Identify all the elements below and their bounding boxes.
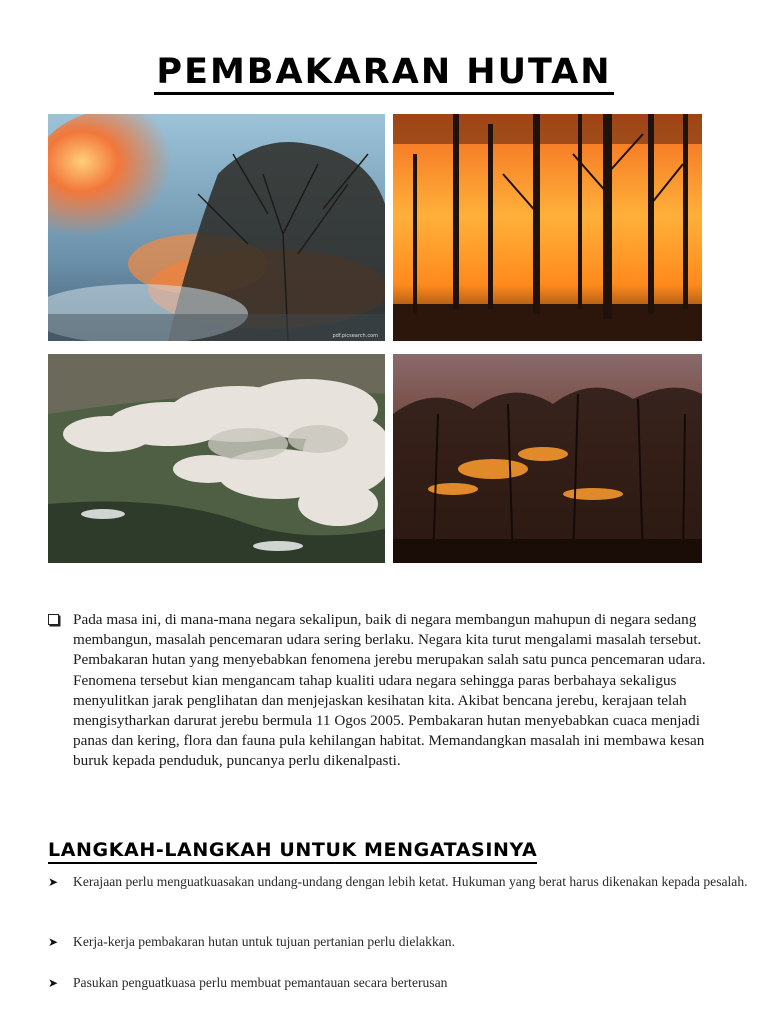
arrow-bullet-icon: ➤ — [48, 976, 59, 990]
list-item — [48, 872, 753, 892]
bushfire-smoke-photo — [48, 114, 385, 341]
intro-text: Pada masa ini, di mana-mana negara sekalipun, baik di negara membangun mahupun di negara sedang membangun, masalah pencemaran udara sering berlaku. Negara kita turut mengalami masalah tersebut. Pembakaran hutan yang menyebabkan fenomena jerebu merupakan salah satu punca pencemaran udara. Fenomena tersebut kian mengancam tahap kualiti udara negara sehingga paras berbahaya sekaligus menyulitkan jarak penglihatan dan menjejaskan kesihatan kita. Akibat bencana jerebu, kerajaan telah mengisytharkan darurat jerebu bermula 11 Ogos 2005. Pembakaran hutan menyebabkan cuaca menjadi panas dan kering, flora dan fauna pula kehilangan habitat. Memandangkan masalah ini membawa kesan buruk kepada penduduk, puncanya perlu dikenalpasti. — [73, 611, 706, 770]
forest-fire-dusk-photo — [393, 354, 702, 563]
step-text: Kerajaan perlu menguatkuasakan undang-undang dengan lebih ketat. Hukuman yang berat harus dikenakan kepada pesalah. — [73, 874, 748, 889]
list-item — [48, 973, 753, 993]
checkbox-bullet-icon — [48, 614, 59, 625]
list-item — [48, 932, 753, 952]
step-text: Kerja-kerja pembakaran hutan untuk tujuan pertanian perlu dielakkan. — [73, 934, 455, 949]
aerial-smoke-plumes-photo — [48, 354, 385, 563]
intro-paragraph — [48, 610, 728, 772]
step-text: Pasukan penguatkuasa perlu membuat pemantauan secara berterusan — [73, 975, 448, 990]
photo-credit: pdf.picsearch.com — [332, 333, 378, 339]
section-heading: LANGKAH-LANGKAH UNTUK MENGATASINYA — [48, 838, 537, 864]
arrow-bullet-icon: ➤ — [48, 875, 59, 889]
page-title: PEMBAKARAN HUTAN — [154, 52, 613, 95]
page-title-wrap — [0, 52, 768, 95]
arrow-bullet-icon: ➤ — [48, 935, 59, 949]
forest-fire-night-photo — [393, 114, 702, 341]
